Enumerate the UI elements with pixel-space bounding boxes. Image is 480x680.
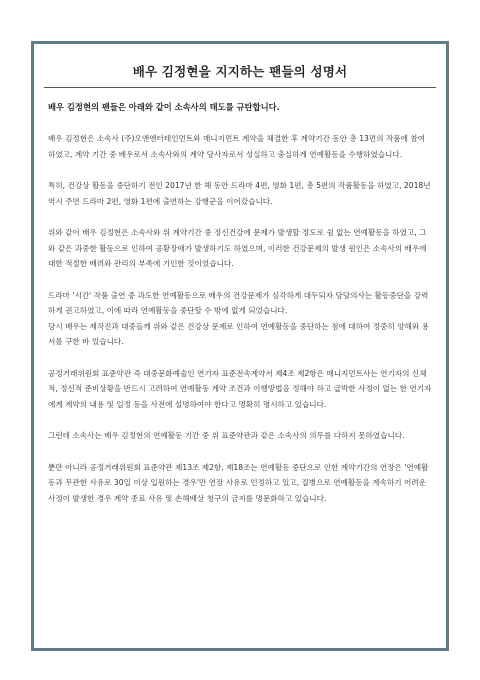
statement-frame — [31, 41, 449, 651]
paragraph-workload: 특히, 건강상 활동을 중단하기 전인 2017년 한 해 동안 드라마 4편, 영화 1편, 총 5편의 작품활동을 하였고, 2018년 역시 주연 드라마 2편, 영화 1편에 출연하는 강행군을 이어갔습니다. — [48, 181, 431, 206]
paragraph-apology: 당시 배우는 제작진과 대중들께 위와 같은 건강상 문제로 인하여 연예활동을 중단하는 점에 대하여 정중히 양해와 용서를 구한 바 있습니다. — [48, 321, 429, 346]
statement-body — [48, 100, 432, 522]
paragraph-contract: 배우 김정현은 소속사 (주)오앤엔터테인먼트와 매니지먼트 계약을 체결한 후 계약기간 동안 총 13편의 작품에 참여하였고, 계약 기간 중 배우로서 소속사와의 계약 당사자로서 성실하고 충실하게 연예활동을 수행하였습니다. — [48, 134, 426, 159]
paragraph-standard-terms: 공정거래위원회 표준약관 즉 대중문화예술인 연기자 표준전속계약서 제4조 제2항은 매니지먼트사는 연기자의 신체적, 정신적 준비상황을 반드시 고려하여 연예활동 계약 조건과 이행방법을 정해야 하고 급박한 사정이 없는 한 연기자에게 계약의 내용 및 일정 등을 사전에 설명하여야 한다고 명확히 명시하고 있습니다. — [48, 368, 432, 409]
paragraph-duty-failure: 그런데 소속사는 배우 김정현의 연예활동 기간 중 위 표준약관과 같은 소속사의 의무를 다하지 못하였습니다. — [48, 431, 405, 440]
title-divider — [44, 87, 436, 88]
paragraph-health-cause: 위와 같이 배우 김정현은 소속사와 위 계약기간 중 정신건강에 문제가 발생할 정도로 쉼 없는 연예활동을 하였고, 그와 같은 과중한 활동으로 인하여 공황장애가 발생하기도 하였으며, 이러한 건강문제의 발생 원인은 소속사의 배우에 대한 적절한 배려와 관리의 부족에 기인한 것이었습니다. — [48, 228, 427, 268]
page-title: 배우 김정현을 지지하는 팬들의 성명서 — [132, 64, 348, 79]
lead-statement: 배우 김정현의 팬들은 아래와 같이 소속사의 태도를 규탄합니다. — [48, 102, 280, 112]
paragraph-hiatus: 드라마 '시간' 작품 출연 중 과도한 연예활동으로 배우의 건강문제가 심각하게 대두되자 담당의사는 활동중단을 강력하게 권고하였고, 이에 따라 연예활동을 중단할 수 밖에 없게 되었습니다. — [48, 290, 429, 315]
paragraph-extension-rules: 뿐만 아니라 공정거래위원회 표준약관 제13조 제2항, 제18조는 연예활동 중단으로 인한 계약기간의 연장은 '연예활동과 무관한 사유로 30일 이상 입원하는 경우'만 연장 사유로 인정하고 있고, 질병으로 연예활동을 계속하기 어려운 사정이 발생한 경우 계약 종료 사유 및 손해배상 청구의 금지를 명문화하고 있습니다. — [48, 462, 429, 503]
